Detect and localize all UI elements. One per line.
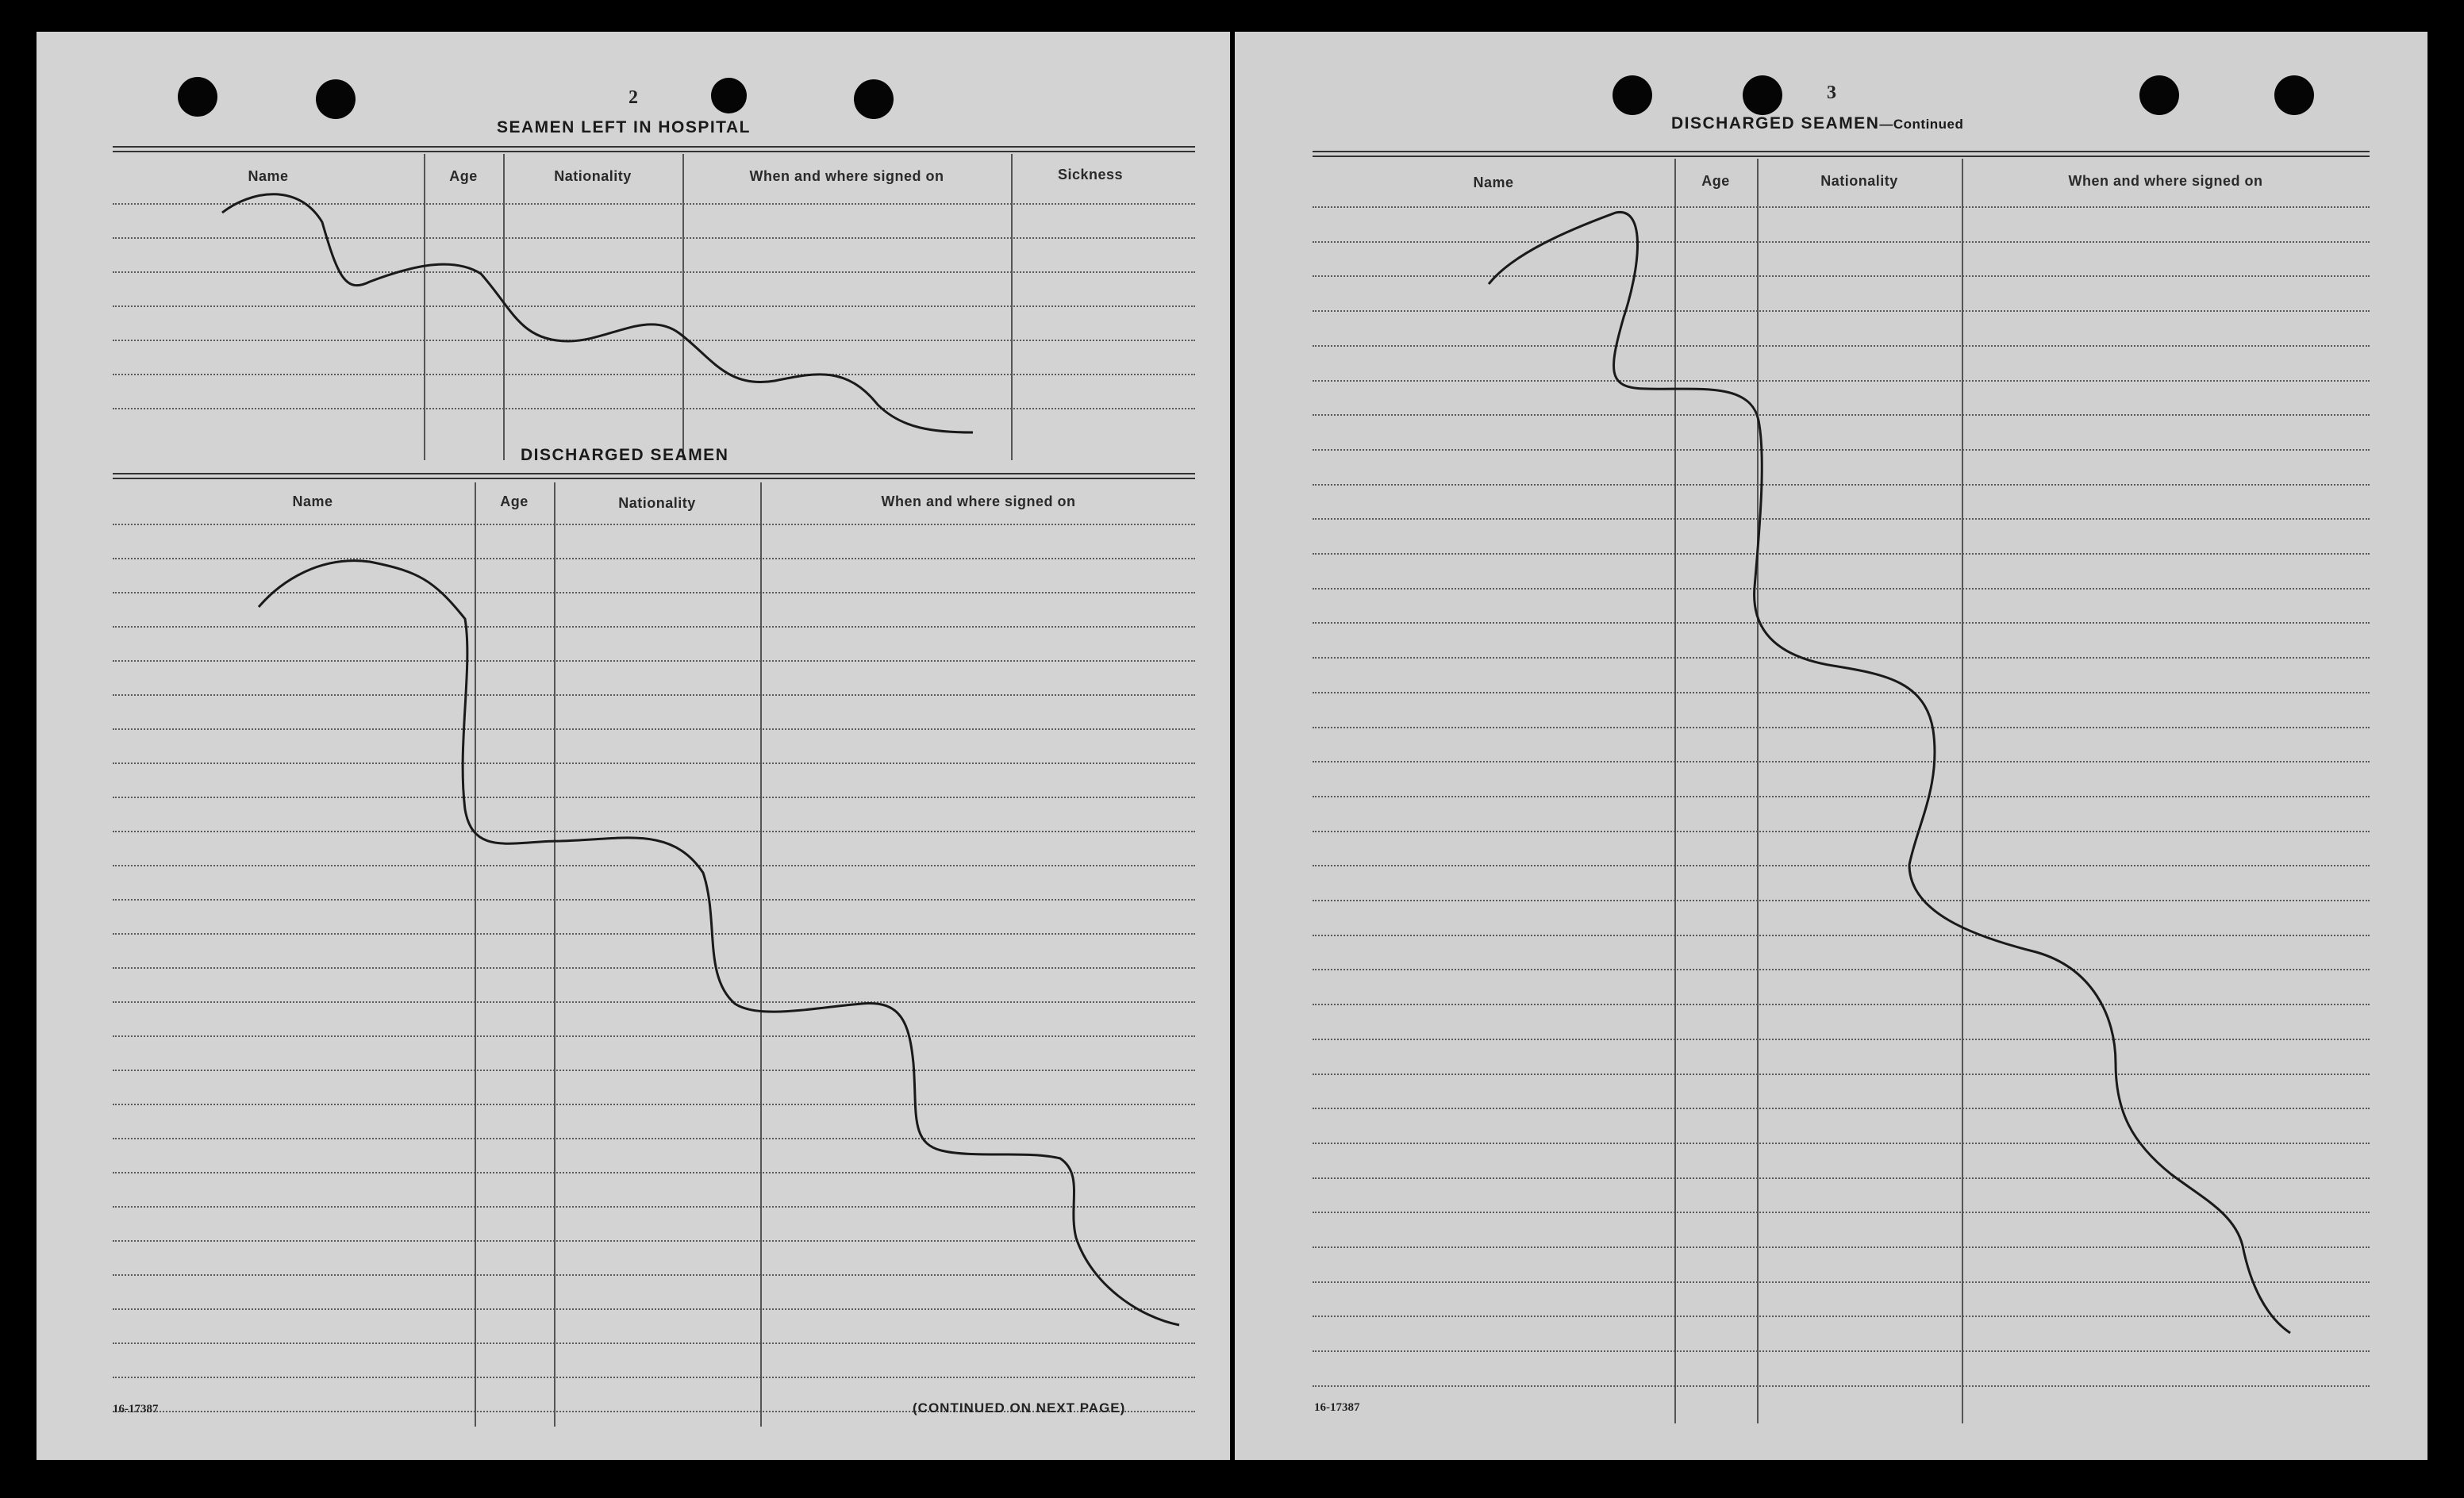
- page-number: 3: [1827, 83, 1836, 103]
- discharged-col-signed-on: When and where signed on: [881, 494, 1076, 509]
- continued-note: (CONTINUED ON NEXT PAGE): [913, 1400, 1126, 1415]
- discharged-col-name: Name: [292, 494, 333, 509]
- left-page: [37, 32, 1230, 1460]
- col-name: Name: [1473, 175, 1514, 190]
- col-nationality: Nationality: [1820, 173, 1898, 189]
- col-age: Age: [1701, 173, 1730, 189]
- page-number: 2: [628, 87, 638, 108]
- hospital-col-signed-on: When and where signed on: [749, 168, 944, 184]
- discharged-section-title: DISCHARGED SEAMEN: [521, 446, 729, 464]
- col-signed-on: When and where signed on: [2068, 173, 2263, 189]
- section-title-text: DISCHARGED SEAMEN: [1671, 114, 1880, 133]
- right-page: [1235, 32, 2427, 1460]
- hospital-section-title: SEAMEN LEFT IN HOSPITAL: [497, 118, 751, 136]
- hospital-col-nationality: Nationality: [554, 168, 632, 184]
- cancellation-scribble: [37, 32, 1230, 1460]
- hospital-col-sickness: Sickness: [1057, 167, 1124, 182]
- hospital-col-age: Age: [449, 168, 478, 184]
- hospital-col-name: Name: [248, 168, 289, 184]
- section-title-suffix: —Continued: [1879, 117, 1964, 132]
- discharged-col-nationality: Nationality: [618, 495, 696, 511]
- discharged-col-age: Age: [500, 494, 529, 509]
- form-number: 16-17387: [1314, 1401, 1360, 1414]
- form-number: 16-17387: [113, 1403, 159, 1415]
- cancellation-scribble: [1235, 32, 2427, 1460]
